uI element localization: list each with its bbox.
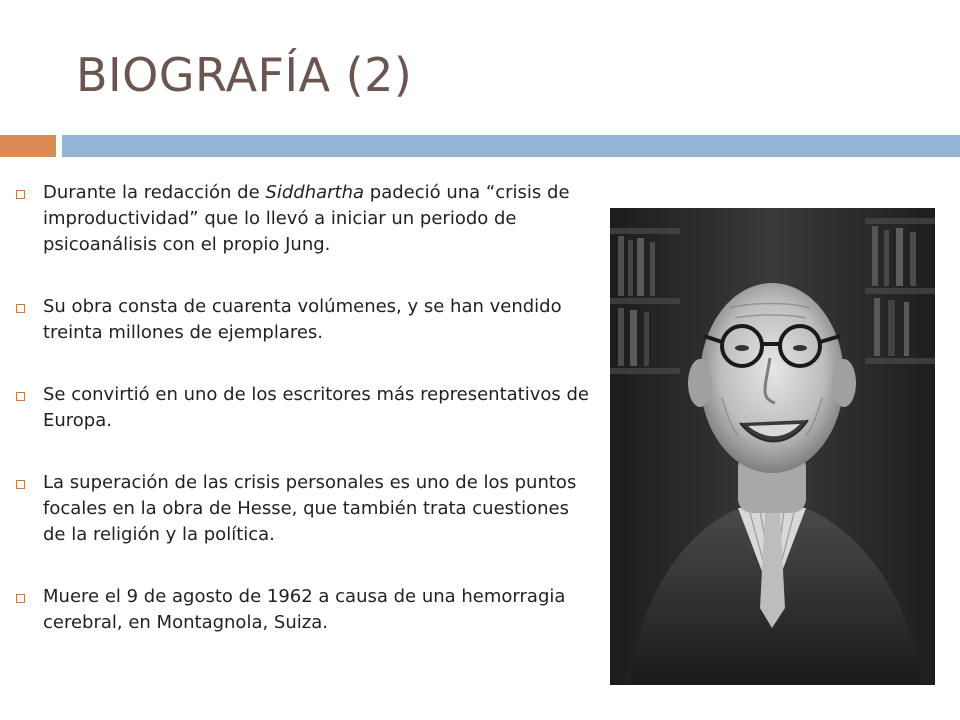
bullet-item-3 [16, 382, 596, 434]
bullet-item-1 [16, 180, 596, 258]
portrait-photo [610, 208, 935, 685]
accent-bar-orange [0, 135, 56, 157]
hollow-square-icon [16, 594, 25, 603]
bullet-item-4 [16, 470, 596, 548]
portrait-illustration [610, 208, 935, 685]
hollow-square-icon [16, 304, 25, 313]
hollow-square-icon [16, 190, 25, 199]
bullet-item-5 [16, 584, 596, 636]
bullet-text: Muere el 9 de agosto de 1962 a causa de una hemorragia cerebral, en Montagnola, Suiza. [43, 586, 566, 633]
bullet-text: Se convirtió en uno de los escritores más representativos de Europa. [43, 384, 589, 431]
bullet-text-pre: Durante la redacción de [43, 182, 266, 203]
slide-title: BIOGRAFÍA (2) [76, 48, 413, 102]
bullet-item-2 [16, 294, 596, 346]
bullet-text-post: padeció una “crisis de improductividad” que lo llevó a iniciar un periodo de psicoanálisis con el propio Jung. [43, 182, 570, 255]
bullet-list [16, 180, 596, 672]
hollow-square-icon [16, 392, 25, 401]
book-title: Siddhartha [265, 182, 365, 203]
accent-bar-blue [62, 135, 960, 157]
hollow-square-icon [16, 480, 25, 489]
bullet-text: La superación de las crisis personales es uno de los puntos focales en la obra de Hesse, que también trata cuestiones de la religión y la política. [43, 472, 577, 545]
bullet-text [43, 180, 596, 258]
bullet-text: Su obra consta de cuarenta volúmenes, y se han vendido treinta millones de ejemplares. [43, 296, 562, 343]
